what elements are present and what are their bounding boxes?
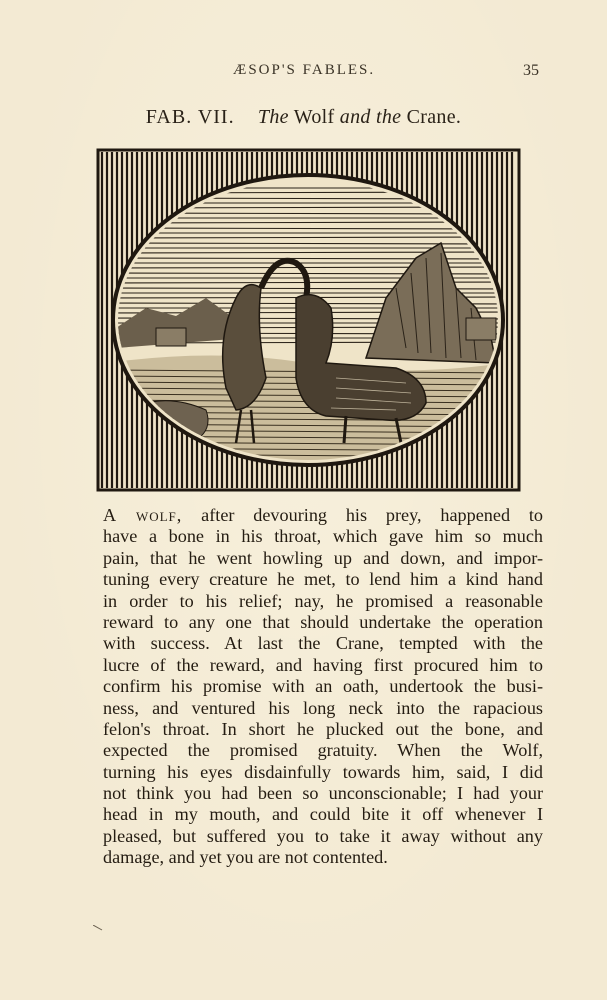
text-line: head in my mouth, and could bite it off whenever I — [103, 804, 543, 825]
woodcut-image — [96, 148, 521, 496]
fable-text — [103, 505, 543, 869]
text-line: confirm his promise with an oath, undertook the busi- — [103, 676, 543, 697]
fable-title-the2: the — [376, 106, 402, 128]
text-line: ness, and ventured his long neck into the rapacious — [103, 697, 543, 718]
fable-title-the: The — [257, 106, 289, 128]
text-line-1-rest: after devouring his prey, happened to — [201, 505, 543, 525]
fable-number: FAB. VII. — [145, 106, 235, 128]
text-line: pleased, but suffered you to take it away without any — [103, 825, 543, 846]
page-number: 35 — [523, 62, 539, 79]
text-line: turning his eyes disdainfully towards him, said, I did — [103, 761, 543, 782]
text-line: lucre of the reward, and having first procured him to — [103, 654, 543, 675]
fable-title-wolf: Wolf — [293, 106, 335, 128]
text-line: expected the promised gratuity. When the Wolf, — [103, 740, 543, 761]
woodcut-illustration — [96, 148, 521, 496]
fable-heading — [0, 106, 607, 129]
opening-words: A wolf, — [103, 505, 183, 525]
text-line: not think you had been so unconscionable; I had your — [103, 783, 543, 804]
fable-title-and: and — [339, 106, 371, 128]
running-title: ÆSOP'S FABLES. — [233, 62, 376, 78]
ink-speck — [93, 925, 103, 931]
text-line: pain, that he went howling up and down, and impor- — [103, 547, 543, 568]
text-line: in order to his relief; nay, he promised a reasonable — [103, 590, 543, 611]
running-head — [0, 62, 607, 82]
text-line: felon's throat. In short he plucked out the bone, and — [103, 718, 543, 739]
text-line: reward to any one that should undertake the operation — [103, 611, 543, 632]
fable-title-crane: Crane. — [406, 106, 462, 128]
text-line: with success. At last the Crane, tempted with the — [103, 633, 543, 654]
text-line-1 — [103, 505, 543, 526]
text-line: have a bone in his throat, which gave him so much — [103, 526, 543, 547]
text-line: tuning every creature he met, to lend him a kind hand — [103, 569, 543, 590]
text-line-last: damage, and yet you are not contented. — [103, 847, 388, 868]
